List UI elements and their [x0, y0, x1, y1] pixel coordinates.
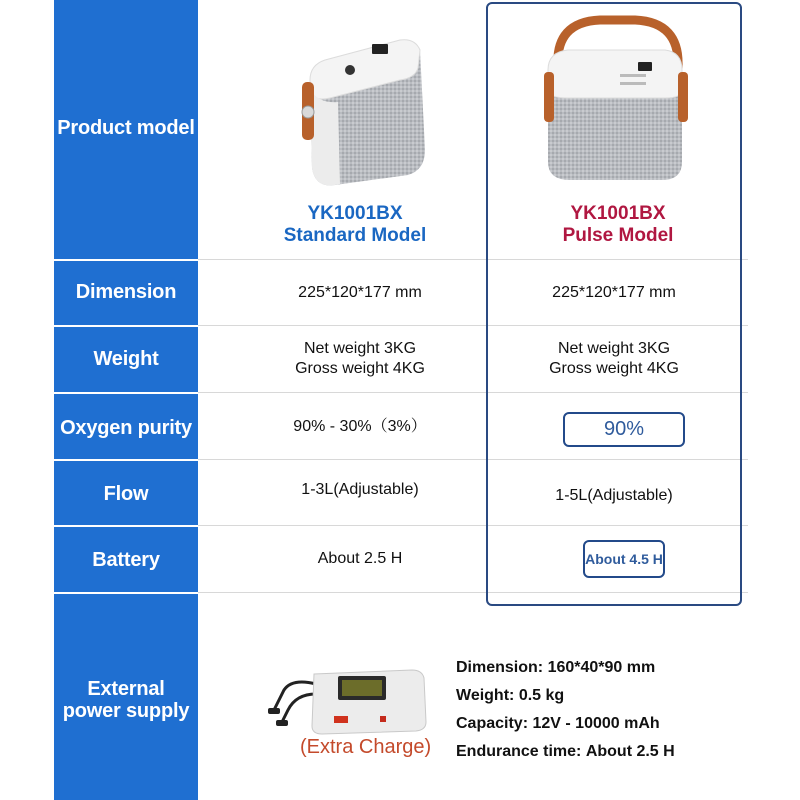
pulse-battery-badge: About 4.5 H [583, 540, 665, 578]
label-flow: Flow [103, 483, 149, 505]
external-battery-image [262, 664, 442, 736]
label-weight: Weight [93, 348, 159, 370]
external-capacity [456, 714, 660, 734]
external-weight [456, 686, 564, 706]
divider [54, 525, 198, 527]
label-external-power-supply: External power supply [62, 678, 190, 722]
standard-dimension: 225*120*177 mm [298, 284, 422, 301]
pulse-flow: 1-5L(Adjustable) [555, 487, 673, 504]
standard-gross-weight: Gross weight 4KG [295, 360, 425, 377]
external-weight-label: Weight: [456, 687, 515, 704]
label-oxygen-purity: Oxygen purity [60, 417, 192, 439]
pulse-gross-weight: Gross weight 4KG [549, 360, 679, 377]
pulse-net-weight: Net weight 3KG [557, 340, 671, 357]
external-capacity-value: 12V - 10000 mAh [532, 715, 660, 732]
pulse-concentrator-image [540, 12, 690, 190]
pulse-model-name: Pulse Model [562, 225, 674, 246]
pulse-model-title [500, 203, 736, 247]
standard-model-code: YK1001BX [307, 203, 403, 224]
pulse-model-code: YK1001BX [570, 203, 666, 224]
label-product-model: Product model [57, 117, 195, 139]
external-capacity-label: Capacity: [456, 715, 529, 732]
standard-battery: About 2.5 H [317, 550, 403, 567]
pulse-dimension: 225*120*177 mm [552, 284, 676, 301]
external-endurance-value: About 2.5 H [585, 743, 675, 760]
label-battery: Battery [92, 549, 160, 571]
external-endurance [456, 742, 675, 762]
divider [54, 459, 198, 461]
pulse-weight [494, 328, 734, 390]
standard-net-weight: Net weight 3KG [303, 340, 417, 357]
standard-weight [240, 328, 480, 390]
external-weight-value: 0.5 kg [518, 687, 565, 704]
external-endurance-label: Endurance time: [456, 743, 582, 760]
external-dimension [456, 658, 655, 678]
divider [54, 325, 198, 327]
extra-charge-note: (Extra Charge) [300, 736, 432, 758]
standard-concentrator-image [290, 20, 440, 190]
divider [54, 392, 198, 394]
external-dimension-label: Dimension: [456, 659, 544, 676]
pulse-oxygen-purity-badge: 90% [563, 412, 685, 447]
standard-model-title [240, 203, 470, 247]
divider [54, 259, 198, 261]
divider [54, 592, 198, 594]
standard-model-name: Standard Model [283, 225, 427, 246]
label-dimension: Dimension [75, 281, 177, 303]
external-dimension-value: 160*40*90 mm [547, 659, 656, 676]
standard-flow: 1-3L(Adjustable) [301, 481, 419, 498]
standard-oxygen-purity: 90% - 30%（3%） [293, 418, 427, 435]
